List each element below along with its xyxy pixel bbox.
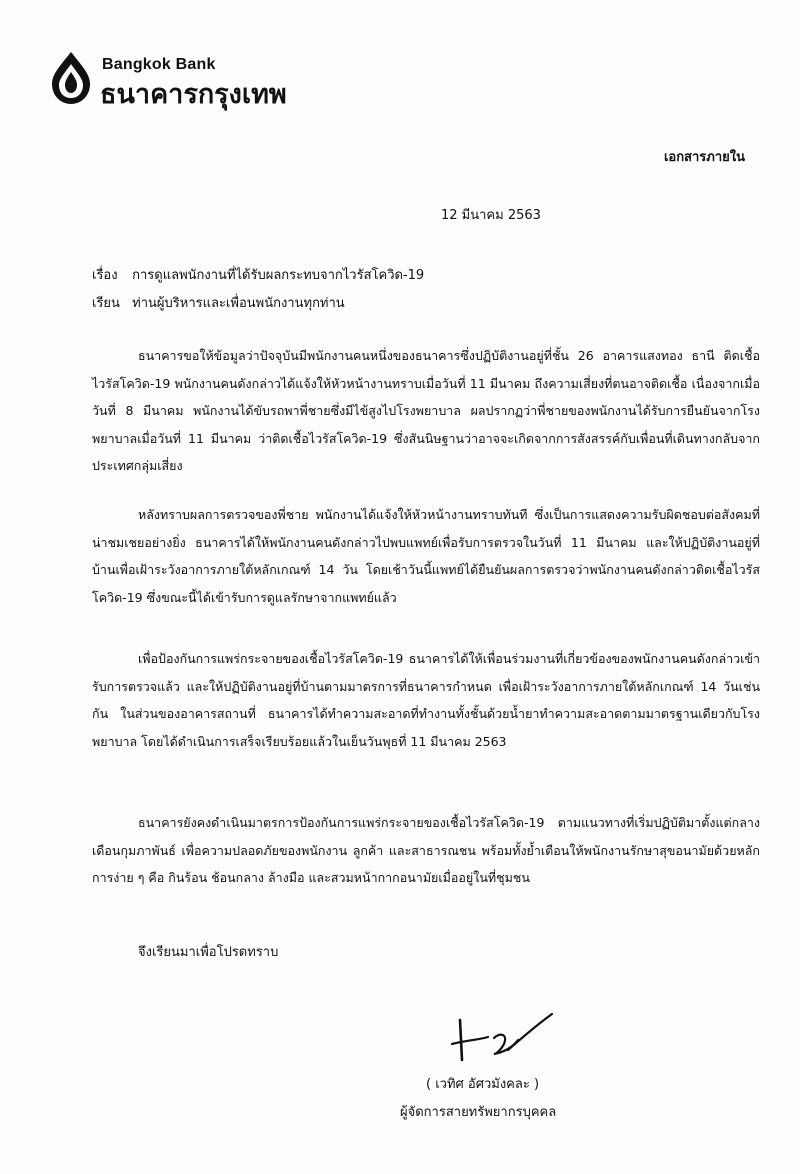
signer-name: ( เวทิศ อัศวมังคละ ) [426,1077,540,1092]
subject-text: การดูแลพนักงานที่ได้รับผลกระทบจากไวรัสโควิด-19 [132,268,425,283]
subject-line [92,264,424,285]
letter-date: 12 มีนาคม 2563 [441,208,541,223]
subject-label: เรื่อง [92,268,118,283]
paragraph-4: ธนาคารยังคงดำเนินมาตรการป้องกันการแพร่กระจายของเชื้อไวรัสโควิด-19 ตามแนวทางที่เริ่มปฏิบัติมาตั้งแต่กลางเดือนกุมภาพันธ์ เพื่อความปลอดภัยของพนักงาน ลูกค้า และสาธารณชน พร้อมทั้งย้ำเตือนให้พนักงานรักษาสุขอนามัยด้วยหลักการง่าย ๆ คือ กินร้อน ช้อนกลาง ล้างมือ และสวมหน้ากากอนามัยเมื่ออยู่ในที่ชุมชน [92,815,760,885]
signer-title: ผู้จัดการสายทรัพยากรบุคคล [400,1105,557,1120]
lotus-logo-icon [48,50,94,106]
logo-text-th: ธนาคารกรุงเทพ [100,79,287,110]
closing-line: จึงเรียนมาเพื่อโปรดทราบ [138,945,279,960]
signature-icon [448,1010,558,1066]
recipient-label: เรียน [92,296,120,311]
recipient-line [92,292,345,313]
logo-text-en: Bangkok Bank [102,56,216,73]
document-classification: เอกสารภายใน [663,150,745,165]
paragraph-1: ธนาคารขอให้ข้อมูลว่าปัจจุบันมีพนักงานคนหนึ่งของธนาคารซึ่งปฏิบัติงานอยู่ที่ชั้น 26 อาคารแสงทอง ธานี ติดเชื้อไวรัสโควิด-19 พนักงานคนดังกล่าวได้แจ้งให้หัวหน้างานทราบเมื่อวันที่ 11 มีนาคม ถึงความเสี่ยงที่ตนอาจติดเชื้อ เนื่องจากเมื่อวันที่ 8 มีนาคม พนักงานได้ขับรถพาพี่ชายซึ่งมีไข้สูงไปโรงพยาบาล ผลปรากฏว่าพี่ชายของพนักงานได้รับการยืนยันจากโรงพยาบาลเมื่อวันที่ 11 มีนาคม ว่าติดเชื้อไวรัสโควิด-19 ซึ่งสันนิษฐานว่าอาจจะเกิดจากการสังสรรค์กับเพื่อนที่เดินทางกลับจากประเทศกลุ่มเสี่ยง [92,348,760,473]
paragraph-3: เพื่อป้องกันการแพร่กระจายของเชื้อไวรัสโควิด-19 ธนาคารได้ให้เพื่อนร่วมงานที่เกี่ยวข้องของพนักงานคนดังกล่าวเข้ารับการตรวจแล้ว และให้ปฏิบัติงานอยู่ที่บ้านตามมาตรการที่ธนาคารกำหนด เพื่อเฝ้าระวังอาการภายใต้หลักเกณฑ์ 14 วันเช่นกัน ในส่วนของอาคารสถานที่ ธนาคารได้ทำความสะอาดที่ทำงานทั้งชั้นด้วยน้ำยาทำความสะอาดตามมาตรฐานเดียวกับโรงพยาบาล โดยได้ดำเนินการเสร็จเรียบร้อยแล้วในเย็นวันพุธที่ 11 มีนาคม 2563 [92,651,760,749]
paragraph-2: หลังทราบผลการตรวจของพี่ชาย พนักงานได้แจ้งให้หัวหน้างานทราบทันที ซึ่งเป็นการแสดงความรับผิดชอบต่อสังคมที่น่าชมเชยอย่างยิ่ง ธนาคารได้ให้พนักงานคนดังกล่าวไปพบแพทย์เพื่อรับการตรวจในวันที่ 11 มีนาคม และให้ปฏิบัติงานอยู่ที่บ้านเพื่อเฝ้าระวังอาการภายใต้หลักเกณฑ์ 14 วัน โดยเช้าวันนี้แพทย์ได้ยืนยันผลการตรวจว่าพนักงานคนดังกล่าวติดเชื้อไวรัสโควิด-19 ซึ่งขณะนี้ได้เข้ารับการดูแลรักษาจากแพทย์แล้ว [92,507,760,605]
bank-logo [48,50,348,110]
recipient-text: ท่านผู้บริหารและเพื่อนพนักงานทุกท่าน [132,296,345,311]
